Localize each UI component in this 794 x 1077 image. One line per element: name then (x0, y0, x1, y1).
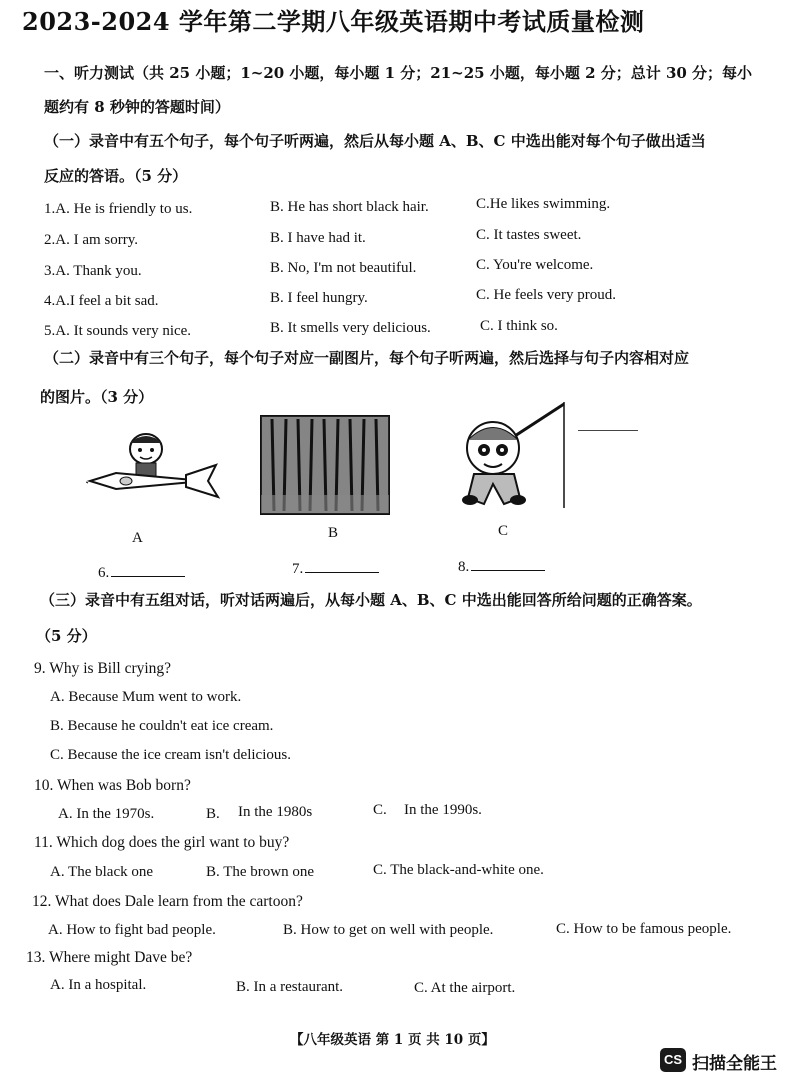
q11-option-a: A. The black one (50, 864, 154, 880)
blank-line-8 (471, 556, 545, 571)
section-b-heading-line1: （二）录音中有三个句子，每个句子对应一副图片，每个句子听两遍，然后选择与句子内容相对应 (44, 349, 690, 367)
section-a-heading-line1: （一）录音中有五个句子，每个句子听两遍，然后从每小题 A、B、C 中选出能对每个句子做出适当 (44, 132, 706, 150)
blank-number-8: 8. (458, 559, 470, 575)
q13-option-b: B. In a restaurant. (236, 979, 344, 995)
option-4b: B. I feel hungry. (270, 290, 368, 306)
q12-option-c: C. How to be famous people. (556, 921, 732, 937)
camscanner-watermark: 扫描全能王 (692, 1054, 777, 1074)
q9-option-a: A. Because Mum went to work. (50, 689, 242, 705)
q13-option-a: A. In a hospital. (50, 977, 147, 993)
page-title: 2023-2024 学年第二学期八年级英语期中考试质量检测 (22, 7, 645, 36)
option-4c: C. He feels very proud. (476, 287, 616, 303)
section-a-heading-line2: 反应的答语。（5 分） (44, 167, 188, 185)
question-9: 9. Why is Bill crying? (34, 660, 172, 677)
q9-option-c: C. Because the ice cream isn't delicious. (50, 747, 291, 763)
option-2a: 2.A. I am sorry. (44, 232, 139, 248)
q10-option-a: A. In the 1970s. (58, 806, 155, 822)
answer-blank-8[interactable] (458, 556, 545, 576)
option-3a: 3.A. Thank you. (44, 263, 142, 279)
part1-heading-line1: 一、听力测试（共 25 小题；1~20 小题，每小题 1 分；21~25 小题，每小题 2 分；总计 30 分；每小 (44, 64, 753, 82)
q12-option-a: A. How to fight bad people. (48, 922, 216, 938)
picture-label-c: C (498, 523, 509, 539)
option-5c: C. I think so. (480, 318, 558, 334)
section-c-heading-line1: （三）录音中有五组对话，听对话两遍后，从每小题 A、B、C 中选出能回答所给问题的正确答案。 (40, 591, 702, 609)
blank-line-7 (305, 558, 379, 573)
q9-option-b: B. Because he couldn't eat ice cream. (50, 718, 274, 734)
q11-option-b: B. The brown one (206, 864, 315, 880)
q13-option-c: C. At the airport. (414, 980, 516, 996)
question-12: 12. What does Dale learn from the cartoon? (32, 893, 303, 910)
picture-label-b: B (328, 525, 339, 541)
picture-label-a: A (132, 530, 143, 546)
option-2c: C. It tastes sweet. (476, 227, 582, 243)
option-5a: 5.A. It sounds very nice. (44, 323, 192, 339)
rocket-boy-icon (86, 425, 226, 510)
page-footer: 【八年级英语 第 1 页 共 10 页】 (290, 1032, 495, 1048)
option-4a: 4.A.I feel a bit sad. (44, 293, 159, 309)
q10-option-c: In the 1990s. (404, 802, 482, 818)
q10-option-c-letter: C. (373, 802, 387, 818)
option-1b: B. He has short black hair. (270, 199, 429, 215)
q10-option-b-letter: B. (206, 806, 220, 822)
blank-number-7: 7. (292, 561, 304, 577)
option-2b: B. I have had it. (270, 230, 366, 246)
option-3b: B. No, I'm not beautiful. (270, 260, 417, 276)
forest-photo-icon (260, 415, 390, 515)
q11-option-c: C. The black-and-white one. (373, 862, 544, 878)
question-10: 10. When was Bob born? (34, 777, 191, 794)
section-b-heading-line2: 的图片。（3 分） (40, 388, 154, 406)
q10-option-b: In the 1980s (238, 804, 313, 820)
blank-line-6 (111, 562, 185, 577)
divider (578, 430, 638, 431)
answer-blank-6[interactable] (98, 562, 185, 582)
option-3c: C. You're welcome. (476, 257, 594, 273)
q12-option-b: B. How to get on well with people. (283, 922, 494, 938)
option-1a: 1.A. He is friendly to us. (44, 201, 193, 217)
blank-number-6: 6. (98, 565, 110, 581)
option-1c: C.He likes swimming. (476, 196, 611, 212)
question-11: 11. Which dog does the girl want to buy? (34, 834, 290, 851)
option-5b: B. It smells very delicious. (270, 320, 431, 336)
answer-blank-7[interactable] (292, 558, 379, 578)
section-c-heading-line2: （5 分） (36, 627, 97, 645)
monkey-king-icon (448, 400, 578, 510)
camscanner-logo-icon: CS (660, 1048, 686, 1072)
question-13: 13. Where might Dave be? (26, 949, 193, 966)
part1-heading-line2: 题约有 8 秒钟的答题时间） (44, 98, 230, 116)
